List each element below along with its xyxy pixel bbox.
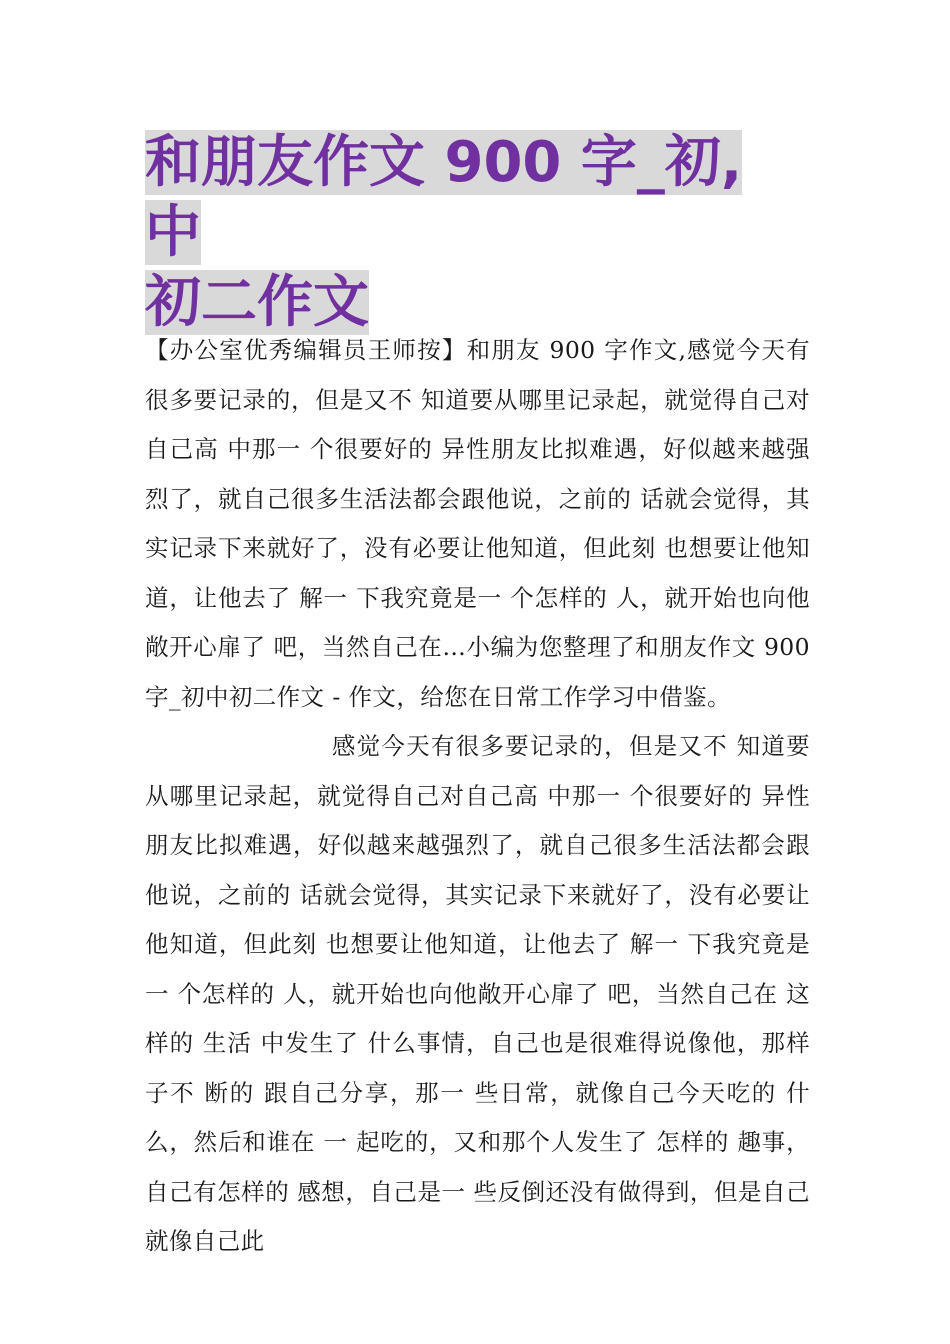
document-body bbox=[145, 326, 810, 1267]
body-paragraph bbox=[145, 722, 810, 1267]
title-line-2: 初二作文 bbox=[145, 270, 369, 335]
body-paragraph-text: 感觉今天有很多要记录的，但是又不 知道要从哪里记录起，就觉得自己对自己高 中那一 个很要好的 异性朋友比拟难遇，好似越来越强烈了，就自己很多生活法都会跟他说，之前的 话就会觉得，其实记录下来就好了，没有必要让他知道，但此刻 也想要让他知道，让他去了 解一 下我究竟是一 个怎样的 人，就开始也向他敞开心扉了 吧，当然自己在 这样的 生活 中发生了 什么事情，自己也是很难得说像他，那样子不 断的 跟自己分享，那一 些日常，就像自己今天吃的 什么，然后和谁在 一 起吃的，又和那个人发生了 怎样的 趣事，自己有怎样的 感想，自己是一 些反倒还没有做得到，但是自己就像自己此 bbox=[145, 732, 810, 1255]
intro-paragraph: 【办公室优秀编辑员王师按】和朋友 900 字作文,感觉今天有很多要记录的，但是又不 知道要从哪里记录起，就觉得自己对自己高 中那一 个很要好的 异性朋友比拟难遇，好似越来越强烈了，就自己很多生活法都会跟他说，之前的 话就会觉得，其实记录下来就好了，没有必要让他知道，但此刻 也想要让他知道，让他去了 解一 下我究竟是一 个怎样的 人，就开始也向他敞开心扉了 吧，当然自己在…小编为您整理了和朋友作文 900 字_初中初二作文 - 作文，给您在日常工作学习中借鉴。 bbox=[145, 336, 810, 711]
document-title bbox=[145, 128, 815, 338]
title-line-1: 和朋友作文 900 字_初, 中 bbox=[145, 130, 743, 265]
